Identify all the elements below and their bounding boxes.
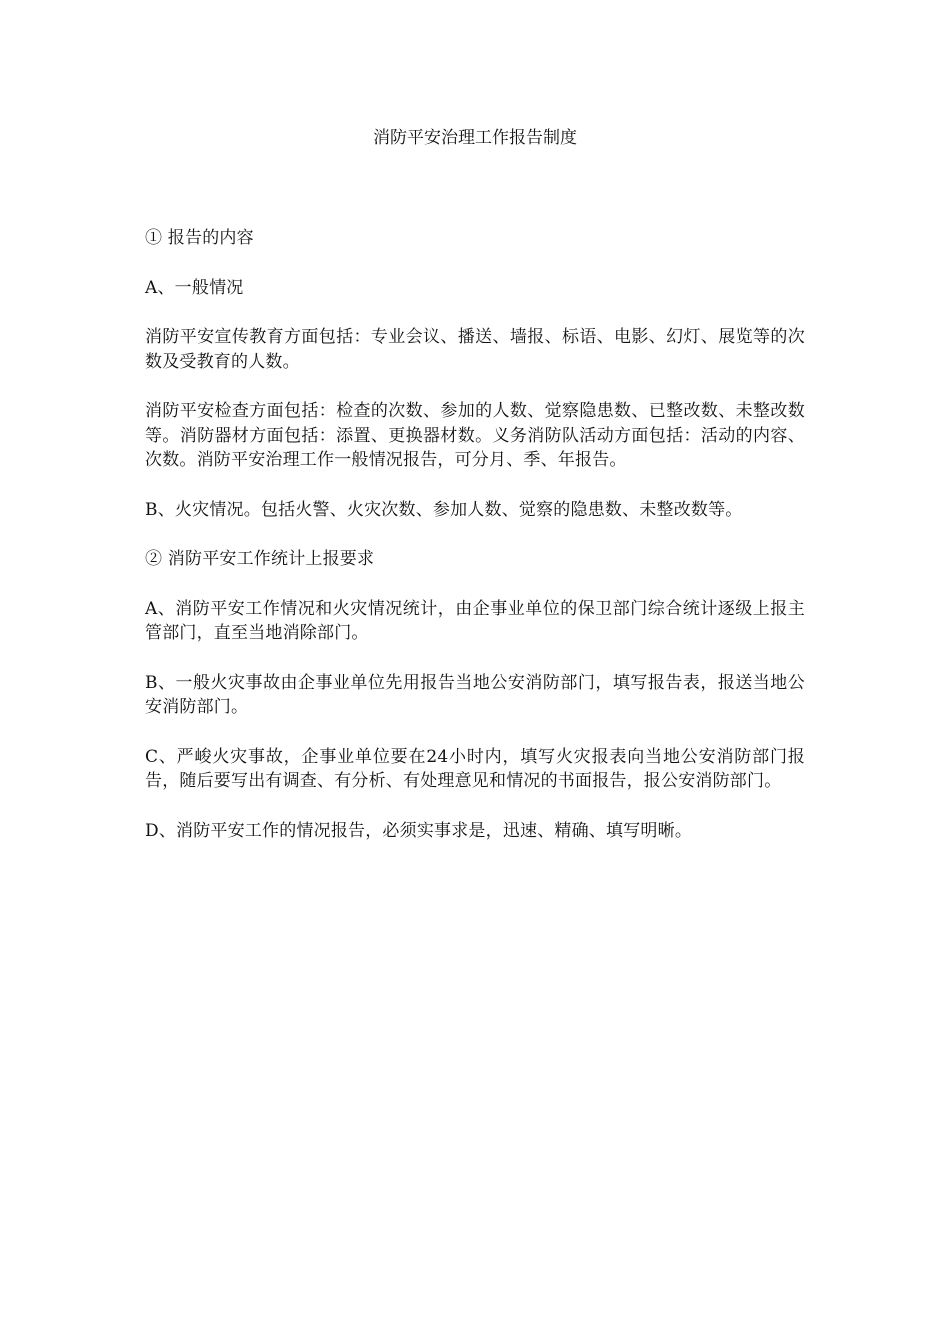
subheading-general-situation: A、一般情况 bbox=[145, 277, 244, 298]
requirement-a: A、消防平安工作情况和火灾情况统计，由企事业单位的保卫部门综合统计逐级上报主管部门，直至当地消除部门。 bbox=[145, 598, 805, 643]
requirement-c: C、严峻火灾事故，企事业单位要在24小时内，填写火灾报表向当地公安消防部门报告，随后要写出有调查、有分析、有处理意见和情况的书面报告，报公安消防部门。 bbox=[145, 746, 805, 791]
section-heading-report-content: ① 报告的内容 bbox=[145, 228, 254, 248]
requirement-b: B、一般火灾事故由企事业单位先用报告当地公安消防部门，填写报告表，报送当地公安消防部门。 bbox=[145, 672, 805, 717]
requirement-d: D、消防平安工作的情况报告，必须实事求是，迅速、精确、填写明晰。 bbox=[145, 820, 693, 841]
section-heading-reporting-requirements: ② 消防平安工作统计上报要求 bbox=[145, 549, 375, 569]
document-body bbox=[145, 226, 805, 868]
document-title: 消防平安治理工作报告制度 bbox=[373, 128, 577, 148]
paragraph-inspection: 消防平安检查方面包括：检查的次数、参加的人数、觉察隐患数、已整改数、未整改数等。消防器材方面包括：添置、更换器材数。义务消防队活动方面包括：活动的内容、次数。消防平安治理工作一般情况报告，可分月、季、年报告。 bbox=[145, 401, 805, 470]
paragraph-education: 消防平安宣传教育方面包括：专业会议、播送、墙报、标语、电影、幻灯、展览等的次数及受教育的人数。 bbox=[145, 327, 805, 372]
paragraph-fire-situation: B、火灾情况。包括火警、火灾次数、参加人数、觉察的隐患数、未整改数等。 bbox=[145, 499, 743, 520]
